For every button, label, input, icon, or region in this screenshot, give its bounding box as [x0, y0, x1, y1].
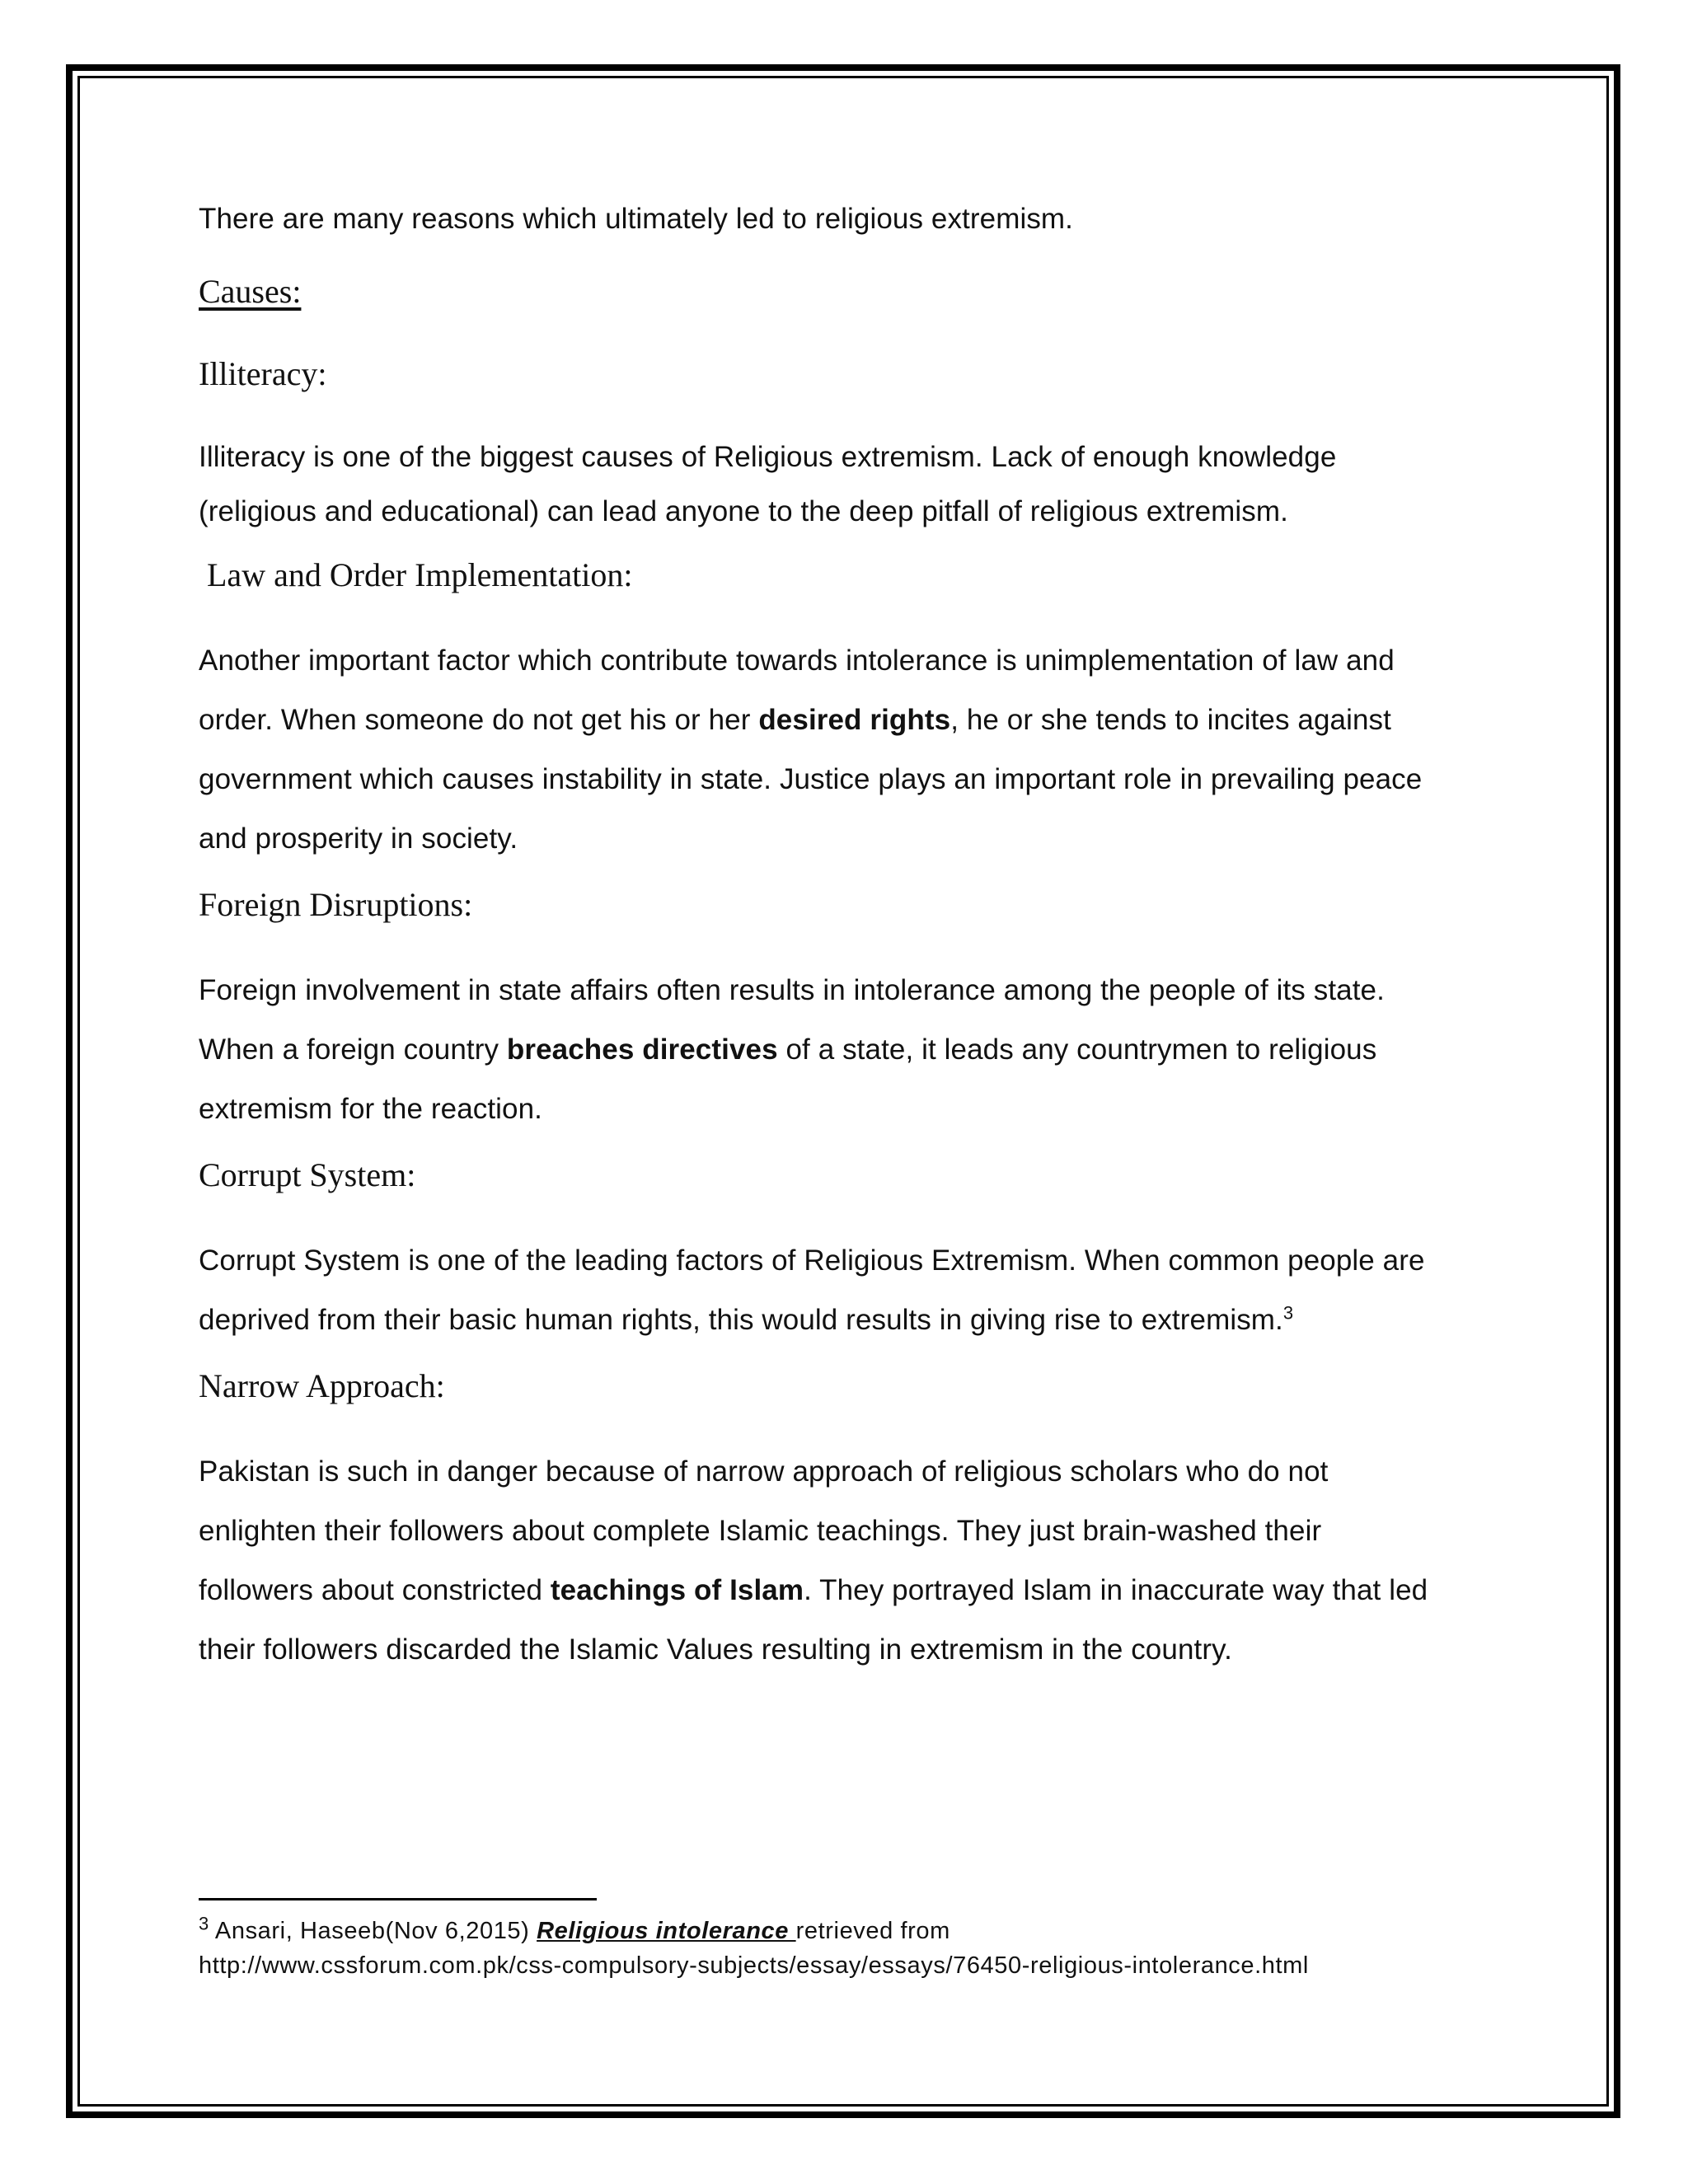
foreign-bold-breaches-directives: breaches directives	[506, 1033, 778, 1066]
law-line-2	[199, 691, 1501, 750]
foreign-line-2-start: When a foreign country	[199, 1033, 507, 1066]
law-line-4: and prosperity in society.	[199, 823, 518, 855]
narrow-line-4: their followers discarded the Islamic Values resulting in extremism in the country.	[199, 1633, 1232, 1666]
foreign-line-2	[199, 1020, 1501, 1080]
narrow-heading: Narrow Approach:	[199, 1367, 445, 1404]
foreign-line-2-end: of a state, it leads any countrymen to religious	[777, 1033, 1377, 1066]
law-line-1: Another important factor which contribute towards intolerance is unimplementation of law and	[199, 644, 1395, 677]
illiteracy-paragraph	[199, 430, 1501, 539]
footnote-separator	[199, 1898, 597, 1900]
law-paragraph	[199, 631, 1501, 869]
law-bold-desired-rights: desired rights	[758, 704, 951, 736]
corrupt-paragraph	[199, 1231, 1501, 1350]
illiteracy-line-1: Illiteracy is one of the biggest causes of Religious extremism. Lack of enough knowledge	[199, 441, 1337, 473]
narrow-line-2: enlighten their followers about complete Islamic teachings. They just brain-washed their	[199, 1515, 1322, 1547]
narrow-line-3	[199, 1561, 1501, 1620]
corrupt-line-1: Corrupt System is one of the leading factors of Religious Extremism. When common people are	[199, 1244, 1425, 1277]
intro-paragraph: There are many reasons which ultimately led to religious extremism.	[199, 203, 1074, 235]
law-heading: Law and Order Implementation:	[207, 556, 633, 593]
causes-heading: Causes:	[199, 273, 302, 310]
illiteracy-line-2: (religious and educational) can lead anyone to the deep pitfall of religious extremism.	[199, 495, 1288, 527]
law-line-2-start: order. When someone do not get his or her	[199, 704, 759, 736]
illiteracy-heading: Illiteracy:	[199, 355, 327, 392]
corrupt-heading: Corrupt System:	[199, 1156, 416, 1193]
corrupt-line-2-text: deprived from their basic human rights, this would results in giving rise to extremism.	[199, 1304, 1283, 1336]
foreign-line-3: extremism for the reaction.	[199, 1093, 543, 1125]
narrow-bold-teachings-of-islam: teachings of Islam	[550, 1574, 804, 1606]
document-body	[199, 190, 1501, 1680]
narrow-line-3-start: followers about constricted	[199, 1574, 551, 1606]
footnote-number: 3	[199, 1913, 209, 1934]
footnote-retrieved: retrieved from	[795, 1918, 950, 1944]
law-line-2-end: , he or she tends to incites against	[950, 704, 1391, 736]
footnote-author: Ansari, Haseeb(Nov 6,2015)	[209, 1918, 537, 1944]
footnote-line-1	[199, 1914, 1517, 1948]
footnote-source-title: Religious intolerance	[537, 1918, 796, 1944]
law-line-3: government which causes instability in state. Justice plays an important role in prevailing peace	[199, 763, 1423, 795]
footnote	[199, 1914, 1517, 1983]
narrow-line-3-end: . They portrayed Islam in inaccurate way that led	[804, 1574, 1428, 1606]
foreign-line-1: Foreign involvement in state affairs often results in intolerance among the people of its state.	[199, 974, 1385, 1006]
footnote-url[interactable]: http://www.cssforum.com.pk/css-compulsory-subjects/essay/essays/76450-religious-intolerance.html	[199, 1952, 1309, 1979]
corrupt-line-2	[199, 1291, 1501, 1350]
narrow-paragraph	[199, 1442, 1501, 1680]
footnote-reference[interactable]: 3	[1282, 1302, 1294, 1324]
narrow-line-1: Pakistan is such in danger because of narrow approach of religious scholars who do not	[199, 1455, 1329, 1488]
foreign-heading: Foreign Disruptions:	[199, 886, 473, 923]
foreign-paragraph	[199, 961, 1501, 1139]
